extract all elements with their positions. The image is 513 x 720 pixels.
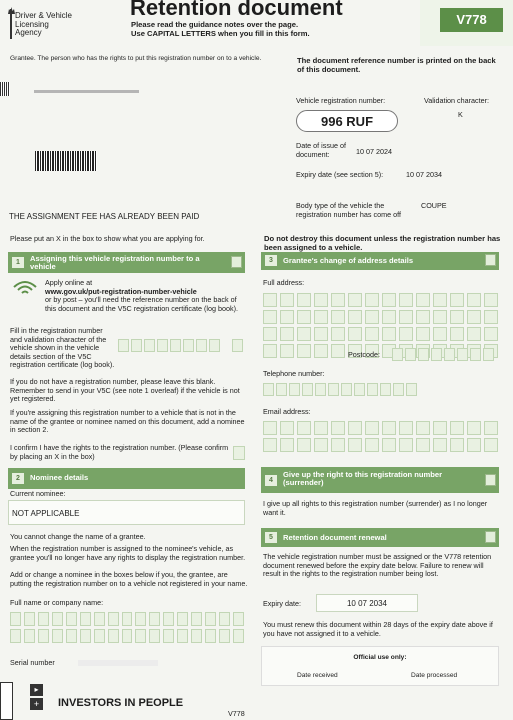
address-cell[interactable] <box>467 310 481 324</box>
wifi-icon <box>12 279 38 297</box>
address-cell[interactable] <box>280 327 294 341</box>
section-4-number: 4 <box>265 475 277 486</box>
fill-in-text: Fill in the registration number and validation character of the vehicle shown in the vehicle details section of the V5C registration certificate (log book). <box>10 326 115 370</box>
telephone-label: Telephone number: <box>263 369 325 378</box>
section-5-title: Retention document renewal <box>283 533 387 542</box>
reg-number-box <box>296 110 398 132</box>
postcode-cell[interactable] <box>418 348 429 361</box>
name-cell[interactable] <box>191 612 202 626</box>
section-2-number: 2 <box>12 473 24 484</box>
address-cell[interactable] <box>467 293 481 307</box>
address-cell[interactable] <box>416 293 430 307</box>
postcode-cell[interactable] <box>405 348 416 361</box>
issue-date-value: 10 07 2024 <box>356 147 392 156</box>
phone-cell[interactable] <box>302 383 313 396</box>
address-cell[interactable] <box>331 344 345 358</box>
apply-online-label: Apply online at <box>45 278 93 287</box>
address-cell[interactable] <box>433 293 447 307</box>
serial-number-blur <box>78 660 158 666</box>
issue-date-label: Date of issue of document: <box>296 141 346 159</box>
section-1-number: 1 <box>12 257 24 268</box>
validation-label: Validation character: <box>424 96 489 105</box>
section-1-header <box>8 252 245 273</box>
full-address-label: Full address: <box>263 278 305 287</box>
postcode-label: Postcode: <box>348 350 380 359</box>
reg-number-label: Vehicle registration number: <box>296 96 386 105</box>
address-cell[interactable] <box>331 327 345 341</box>
section-4-title: Give up the right to this registration number (surrender) <box>283 470 443 488</box>
renewal-expiry-label: Expiry date: <box>263 599 301 608</box>
email-label: Email address: <box>263 407 311 416</box>
current-nominee-value: NOT APPLICABLE <box>12 509 80 518</box>
address-cell[interactable] <box>263 293 277 307</box>
address-cell[interactable] <box>484 327 498 341</box>
name-cell[interactable] <box>24 612 35 626</box>
name-cell[interactable] <box>177 629 188 643</box>
phone-cell[interactable] <box>341 383 352 396</box>
address-cell[interactable] <box>297 344 311 358</box>
name-cell[interactable] <box>24 629 35 643</box>
reg-cell[interactable] <box>183 339 194 352</box>
name-cell[interactable] <box>52 629 63 643</box>
validation-cell[interactable] <box>232 339 243 352</box>
email-grid[interactable] <box>263 421 498 452</box>
name-cell[interactable] <box>163 629 174 643</box>
name-cell[interactable] <box>38 629 49 643</box>
add-change-nominee-text: Add or change a nominee in the boxes below if you, the grantee, are putting the registration number on to a vehicle not registered in your name. <box>10 570 248 588</box>
name-cell[interactable] <box>149 612 160 626</box>
name-cell[interactable] <box>149 629 160 643</box>
guidance-text: Please read the guidance notes over the page. <box>131 20 299 29</box>
section-2-header <box>8 468 245 489</box>
phone-cell[interactable] <box>393 383 404 396</box>
address-cell[interactable] <box>297 327 311 341</box>
address-cell[interactable] <box>297 310 311 324</box>
address-cell[interactable] <box>433 327 447 341</box>
email-cell[interactable] <box>331 438 345 452</box>
postcode-cell[interactable] <box>470 348 481 361</box>
address-cell[interactable] <box>314 344 328 358</box>
name-cell[interactable] <box>66 612 77 626</box>
name-cell[interactable] <box>94 629 105 643</box>
confirm-checkbox[interactable] <box>233 446 245 460</box>
reg-cell[interactable] <box>157 339 168 352</box>
address-cell[interactable] <box>348 310 362 324</box>
email-cell[interactable] <box>297 421 311 435</box>
phone-cell[interactable] <box>328 383 339 396</box>
section-3-number: 3 <box>265 255 277 266</box>
email-cell[interactable] <box>399 438 413 452</box>
assign-other-text: If you're assigning this registration number to a vehicle that is not in the name of the grantee or nominee named on this document, add a nominee in section 2. <box>10 408 245 435</box>
name-cell[interactable] <box>191 629 202 643</box>
reg-cell[interactable] <box>170 339 181 352</box>
name-cell[interactable] <box>163 612 174 626</box>
phone-cell[interactable] <box>354 383 365 396</box>
name-cell[interactable] <box>219 612 230 626</box>
email-cell[interactable] <box>348 421 362 435</box>
renewal-expiry-value: 10 07 2034 <box>346 599 388 608</box>
current-nominee-label: Current nominee: <box>10 489 66 498</box>
email-cell[interactable] <box>450 421 464 435</box>
address-cell[interactable] <box>382 310 396 324</box>
address-cell[interactable] <box>263 327 277 341</box>
small-qr-code <box>0 82 10 96</box>
section-4-checkbox[interactable] <box>485 474 496 486</box>
address-blur <box>34 90 139 93</box>
email-cell[interactable] <box>382 421 396 435</box>
renewal-text: The vehicle registration number must be assigned or the V778 retention document renewed before the expiry date below. Failure to renew will result in the rights to the registration number being lost. <box>263 552 492 579</box>
email-cell[interactable] <box>467 438 481 452</box>
postcode-cell[interactable] <box>444 348 455 361</box>
name-cell[interactable] <box>108 629 119 643</box>
section-1-checkbox[interactable] <box>231 256 242 268</box>
address-cell[interactable] <box>314 327 328 341</box>
apply-by-post-text: or by post – you'll need the reference number on the back of this document and the V5C registration certificate (log book). <box>45 295 238 313</box>
address-cell[interactable] <box>348 327 362 341</box>
address-cell[interactable] <box>484 293 498 307</box>
email-cell[interactable] <box>348 438 362 452</box>
email-cell[interactable] <box>365 421 379 435</box>
renew-note: You must renew this document within 28 days of the expiry date above if you have not assigned it to a vehicle. <box>263 620 493 638</box>
name-cell[interactable] <box>177 612 188 626</box>
address-cell[interactable] <box>450 293 464 307</box>
email-cell[interactable] <box>450 438 464 452</box>
email-cell[interactable] <box>280 421 294 435</box>
form-code-badge: V778 <box>440 8 503 32</box>
email-cell[interactable] <box>314 421 328 435</box>
customer-excellence-mark <box>0 682 13 720</box>
apply-instruction: Please put an X in the box to show what you are applying for. <box>10 234 205 243</box>
name-cell[interactable] <box>94 612 105 626</box>
address-cell[interactable] <box>314 310 328 324</box>
postcode-cell[interactable] <box>457 348 468 361</box>
name-cell[interactable] <box>52 612 63 626</box>
address-cell[interactable] <box>314 293 328 307</box>
postcode-cell[interactable] <box>392 348 403 361</box>
email-cell[interactable] <box>399 421 413 435</box>
email-cell[interactable] <box>263 421 277 435</box>
address-cell[interactable] <box>399 310 413 324</box>
address-cell[interactable] <box>416 327 430 341</box>
address-cell[interactable] <box>365 310 379 324</box>
name-cell[interactable] <box>205 629 216 643</box>
reg-cell[interactable] <box>118 339 129 352</box>
do-not-destroy-note: Do not destroy this document unless the registration number has been assigned to a vehicle. <box>264 234 501 252</box>
email-cell[interactable] <box>416 421 430 435</box>
telephone-cells[interactable] <box>263 383 417 396</box>
body-type-label: Body type of the vehicle the registration number has come off <box>296 201 401 219</box>
date-received-label: Date received <box>297 672 338 679</box>
address-cell[interactable] <box>280 344 294 358</box>
name-cell[interactable] <box>38 612 49 626</box>
phone-cell[interactable] <box>289 383 300 396</box>
validation-entry-cell[interactable] <box>232 339 243 352</box>
name-cell[interactable] <box>10 612 21 626</box>
address-cell[interactable] <box>263 310 277 324</box>
name-cell[interactable] <box>108 612 119 626</box>
current-nominee-field <box>8 500 245 525</box>
validation-value: K <box>458 110 463 119</box>
grantee-note: Grantee. The person who has the rights to put this registration number on to a vehicle. <box>10 55 262 62</box>
dvla-logo <box>8 0 72 40</box>
address-cell[interactable] <box>399 293 413 307</box>
address-cell[interactable] <box>450 327 464 341</box>
address-cell[interactable] <box>280 293 294 307</box>
reg-cell[interactable] <box>209 339 220 352</box>
plus-icon: + <box>30 698 43 710</box>
section-1-title: Assigning this vehicle registration number to a vehicle <box>30 254 200 272</box>
phone-cell[interactable] <box>263 383 274 396</box>
address-cell[interactable] <box>263 344 277 358</box>
postcode-cells[interactable] <box>392 348 494 361</box>
phone-cell[interactable] <box>380 383 391 396</box>
email-cell[interactable] <box>263 438 277 452</box>
footer-form-code: V778 <box>228 709 245 718</box>
apply-online-url[interactable]: www.gov.uk/put-registration-number-vehicle <box>45 286 197 296</box>
page-title: Retention document <box>130 0 343 20</box>
confirm-text: I confirm I have the rights to the registration number. (Please confirm by placing an X in the box) <box>10 443 229 461</box>
email-cell[interactable] <box>314 438 328 452</box>
address-cell[interactable] <box>365 293 379 307</box>
reg-entry-cells[interactable] <box>118 339 220 352</box>
play-icon: ▸ <box>30 684 43 696</box>
phone-cell[interactable] <box>367 383 378 396</box>
address-cell[interactable] <box>365 327 379 341</box>
section-5-number: 5 <box>265 532 277 543</box>
name-cell[interactable] <box>205 612 216 626</box>
phone-cell[interactable] <box>276 383 287 396</box>
barcode <box>35 151 97 171</box>
address-cell[interactable] <box>450 310 464 324</box>
agency-line-2: Licensing <box>15 19 49 29</box>
surrender-text: I give up all rights to this registration number (surrender) as I no longer want it. <box>263 499 488 517</box>
address-cell[interactable] <box>416 310 430 324</box>
email-cell[interactable] <box>365 438 379 452</box>
name-cell[interactable] <box>219 629 230 643</box>
email-cell[interactable] <box>382 438 396 452</box>
reg-cell[interactable] <box>131 339 142 352</box>
name-cell[interactable] <box>122 612 133 626</box>
email-cell[interactable] <box>433 438 447 452</box>
email-cell[interactable] <box>467 421 481 435</box>
section-4-header <box>261 467 499 493</box>
section-5-checkbox[interactable] <box>485 531 496 543</box>
serial-number-label: Serial number <box>10 658 55 667</box>
doc-ref-note: The document reference number is printed on the back of this document. <box>297 56 496 75</box>
fee-paid-note: THE ASSIGNMENT FEE HAS ALREADY BEEN PAID <box>9 212 200 221</box>
name-cell[interactable] <box>233 612 244 626</box>
expiry-date-label: Expiry date (see section 5): <box>296 170 384 179</box>
name-cell[interactable] <box>80 612 91 626</box>
full-name-label: Full name or company name: <box>10 598 104 607</box>
email-cell[interactable] <box>433 421 447 435</box>
body-type-value: COUPE <box>421 201 447 210</box>
reg-cell[interactable] <box>144 339 155 352</box>
section-3-title: Grantee's change of address details <box>283 256 414 265</box>
name-cell[interactable] <box>122 629 133 643</box>
nominee-name-grid[interactable] <box>10 612 244 643</box>
section-5-header <box>261 528 499 547</box>
address-cell[interactable] <box>331 293 345 307</box>
email-cell[interactable] <box>484 421 498 435</box>
date-processed-label: Date processed <box>411 672 458 679</box>
address-cell[interactable] <box>331 310 345 324</box>
agency-line-3: Agency <box>15 28 42 38</box>
email-cell[interactable] <box>331 421 345 435</box>
official-use-box <box>261 646 499 686</box>
name-cell[interactable] <box>66 629 77 643</box>
agency-line-1: Driver & Vehicle <box>15 11 72 20</box>
no-reg-text: If you do not have a registration number, please leave this blank. Remember to send in your V5C (see note 1 overleaf) if the vehicle is not yet registered. <box>10 377 240 404</box>
name-cell[interactable] <box>135 629 146 643</box>
address-cell[interactable] <box>484 310 498 324</box>
name-cell[interactable] <box>135 612 146 626</box>
section-2-title: Nominee details <box>30 473 89 482</box>
expiry-date-value: 10 07 2034 <box>406 170 442 179</box>
section-3-checkbox[interactable] <box>485 254 496 266</box>
reg-number-value: 996 RUF <box>320 114 374 129</box>
cannot-change-text: You cannot change the name of a grantee. <box>10 532 146 541</box>
address-cell[interactable] <box>382 327 396 341</box>
phone-cell[interactable] <box>406 383 417 396</box>
email-cell[interactable] <box>297 438 311 452</box>
name-cell[interactable] <box>10 629 21 643</box>
renewal-expiry-field <box>316 594 418 612</box>
address-cell[interactable] <box>467 327 481 341</box>
address-cell[interactable] <box>348 293 362 307</box>
reg-cell[interactable] <box>196 339 207 352</box>
phone-cell[interactable] <box>315 383 326 396</box>
investors-in-people: INVESTORS IN PEOPLE <box>58 697 184 709</box>
capitals-text: Use CAPITAL LETTERS when you fill in this form. <box>131 29 310 39</box>
address-cell[interactable] <box>399 327 413 341</box>
section-3-header <box>261 252 499 270</box>
address-cell[interactable] <box>433 310 447 324</box>
address-cell[interactable] <box>297 293 311 307</box>
postcode-cell[interactable] <box>483 348 494 361</box>
name-cell[interactable] <box>80 629 91 643</box>
official-use-title: Official use only: <box>353 654 407 661</box>
email-cell[interactable] <box>484 438 498 452</box>
postcode-cell[interactable] <box>431 348 442 361</box>
email-cell[interactable] <box>280 438 294 452</box>
name-cell[interactable] <box>233 629 244 643</box>
address-cell[interactable] <box>280 310 294 324</box>
email-cell[interactable] <box>416 438 430 452</box>
when-assigned-text: When the registration number is assigned to the nominee's vehicle, as grantee you'll no longer have any rights to display the registration number. <box>10 544 246 562</box>
address-cell[interactable] <box>382 293 396 307</box>
